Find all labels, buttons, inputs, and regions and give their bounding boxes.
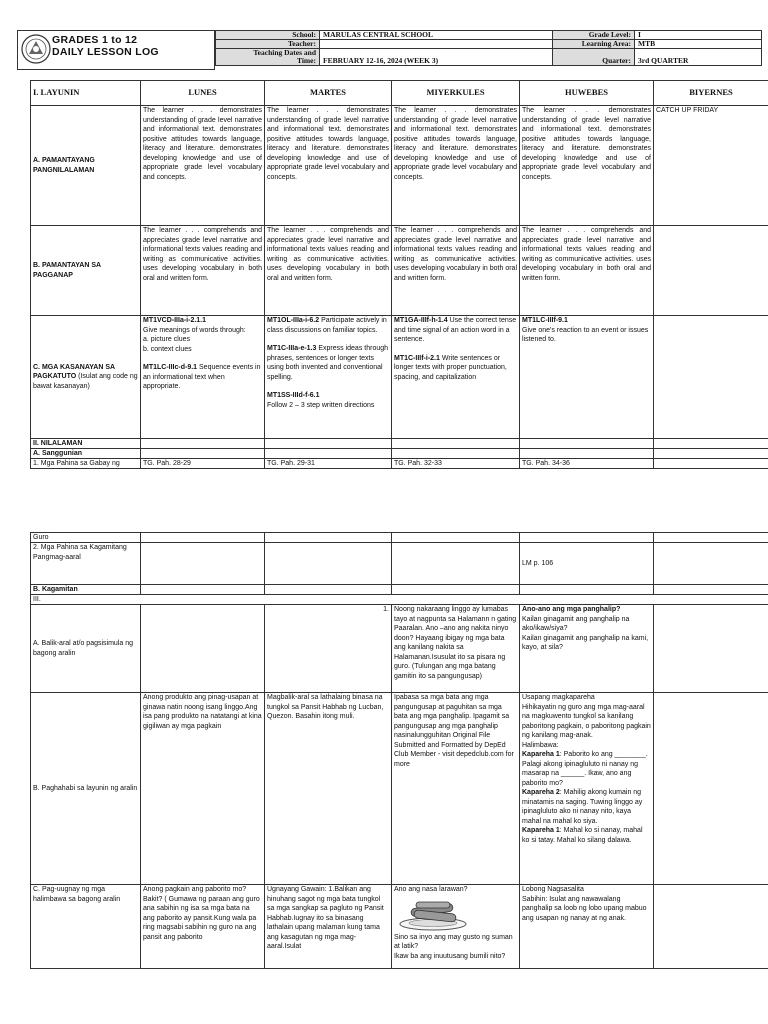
kasanayan-text: Use the correct tense and time signal of an action word in a sentence. xyxy=(394,317,517,343)
kasanayan-text: Give one's reaction to an event or issues listened to. xyxy=(522,326,649,343)
paghahabi-miyerkules: Ipabasa sa mga bata ang mga pangungusap at paguhitan sa mga bata ang mga panghalip. Ipagamit sa pangungusap ang mga panghalip nasinalungguhitan Original File Submitted and Formatted by DepEd Club Member - visit depedclub.com for more xyxy=(392,693,520,885)
kasanayan-text: Write sentences or longer texts with proper punctuation, spacing, and capitalization xyxy=(394,354,507,381)
pahina-martes: TG. Pah. 29-31 xyxy=(265,459,392,469)
teacher-label: Teacher: xyxy=(216,40,320,49)
kapareha-text: : Mahal ko si nanay, mahal ko si tatay. Mahal ko silang dalawa. xyxy=(522,827,643,844)
empty-cell xyxy=(654,605,768,693)
col-layunin: I. LAYUNIN xyxy=(31,81,141,106)
row-label-kasanayan xyxy=(31,316,141,439)
empty-cell xyxy=(265,439,392,449)
pamantayang-huwebes: The learner . . . demonstrates understanding of grade level narrative and informational text. demonstrates positive attitudes towards language, literacy and literature. demonstrates developing knowledge and use of appropriate grade level vocabulary and concepts. xyxy=(520,106,654,226)
empty-cell xyxy=(392,533,520,543)
suman-image xyxy=(398,897,468,931)
dates-label-1: Teaching Dates and xyxy=(216,49,320,58)
kasanayan-lunes xyxy=(141,316,265,439)
col-lunes: LUNES xyxy=(141,81,265,106)
balik-aral-huwebes xyxy=(520,605,654,693)
empty-cell xyxy=(141,533,265,543)
dates-label-2: Time: xyxy=(216,57,320,66)
empty-cell xyxy=(265,543,392,585)
kasanayan-text: Sequence events in an informational text when appropriate. xyxy=(143,364,261,390)
empty-cell xyxy=(654,533,768,543)
empty-cell xyxy=(520,439,654,449)
kasanayan-text: Participate actively in class discussions on familiar topics. xyxy=(267,317,387,334)
pag-uugnay-question: Ikaw ba ang inuutusang bumili nito? xyxy=(394,952,506,960)
empty-cell xyxy=(654,459,768,469)
kasanayan-martes xyxy=(265,316,392,439)
kasanayan-huwebes xyxy=(520,316,654,439)
kasanayan-item: b. context clues xyxy=(143,345,192,353)
school-value: MARULAS CENTRAL SCHOOL xyxy=(320,31,553,40)
quarter-label: Quarter: xyxy=(553,49,635,66)
empty-cell xyxy=(265,585,392,595)
pagganap-miyerkules: The learner . . . comprehends and appreciates grade level narrative and informational texts values reading and writing as communicative activities. uses developing vocabulary in both oral and written form. xyxy=(392,226,520,316)
code: MT1OL-IIIa-i-6.2 xyxy=(267,317,320,324)
pahina-lunes: TG. Pah. 28-29 xyxy=(141,459,265,469)
deped-seal-icon xyxy=(21,34,51,64)
kasanayan-biyernes xyxy=(654,316,768,439)
kasanayan-item: a. picture clues xyxy=(143,336,191,343)
guro-label: Guro xyxy=(31,533,141,543)
kasanayan-label: C. MGA KASANAYAN SA PAGKATUTO xyxy=(33,363,115,381)
paghahabi-line: Halimbawa: xyxy=(522,741,559,749)
kapareha-label: Kapareha 1 xyxy=(522,751,560,758)
code: MT1GA-IIIf-h-1.4 xyxy=(394,317,448,324)
empty-cell xyxy=(654,543,768,585)
paghahabi-line: Palagi akong ipinagluluto ni nanay ng masarap na ______. Ikaw, ano ang paborito mo? xyxy=(522,760,638,787)
code: MT1VCD-IIIa-i-2.1.1 xyxy=(143,317,207,324)
balik-aral-miyerkules: Noong nakaraang linggo ay lumabas tayo at nagpunta sa Halamann n gating Paaralan. Ano –ano ang nakita ninyo doon? Hayaang ibigay ng mga bata ang kanilang nakita sa Halamanan.Isusulat ito sa pisara ng guro. (Tulungan ang mga batang gamitin ito sa pangungusap) xyxy=(392,605,520,693)
empty-cell xyxy=(520,585,654,595)
col-huwebes: HUWEBES xyxy=(520,81,654,106)
code: MT1LC-IIIf-9.1 xyxy=(522,317,568,324)
quarter-value: 3rd QUARTER xyxy=(635,49,762,66)
pagganap-martes: The learner . . . comprehends and appreciates grade level narrative and informational texts values reading and writing as communicative activities. uses developing vocabulary in both oral and written form. xyxy=(265,226,392,316)
empty-cell xyxy=(141,449,265,459)
title-line-2: DAILY LESSON LOG xyxy=(52,46,159,58)
empty-cell xyxy=(654,885,768,969)
col-biyernes: BIYERNES xyxy=(654,81,768,106)
title-line-1: GRADES 1 to 12 xyxy=(52,34,138,46)
kagamitang-huwebes: LM p. 106 xyxy=(520,543,654,585)
sanggunian-label: A. Sanggunian xyxy=(31,449,141,459)
area-label: Learning Area: xyxy=(553,40,635,49)
empty-cell xyxy=(520,533,654,543)
empty-cell xyxy=(392,449,520,459)
pag-uugnay-miyerkules xyxy=(392,885,520,969)
kapareha-label: Kapareha 2 xyxy=(522,789,560,796)
pag-uugnay-line: Lobong Nagsasalita xyxy=(522,886,584,893)
pamantayang-lunes: The learner . . . demonstrates understanding of grade level narrative and informational text. demonstrates positive attitudes towards language, literacy and literature. demonstrates developing knowledge and use of appropriate grade level vocabulary and concepts. xyxy=(141,106,265,226)
empty-cell xyxy=(392,543,520,585)
kasanayan-note: (Isulat ang code ng bawat kasanayan) xyxy=(33,373,138,390)
balik-aral-item: Kailan ginagamit ang panghalip na kami, kayo, at sila? xyxy=(522,634,649,651)
code: MT1LC-IIIc-d-9.1 xyxy=(143,364,198,371)
dates-value: FEBRUARY 12-16, 2024 (WEEK 3) xyxy=(320,49,553,66)
lesson-table xyxy=(30,80,768,469)
balik-aral-question: Ano-ano ang mga panghalip? xyxy=(522,606,621,613)
iii-label: III. xyxy=(31,595,768,605)
kasanayan-text: Give meanings of words through: xyxy=(143,326,246,334)
nilalaman-label: II. NILALAMAN xyxy=(31,439,141,449)
pagganap-biyernes xyxy=(654,226,768,316)
empty-cell xyxy=(141,543,265,585)
empty-cell xyxy=(654,585,768,595)
pag-uugnay-line: Sabihin: Isulat ang nawawalang panghalip sa loob ng lobo upang mabuo ang usapan ng nanay at ng anak. xyxy=(522,895,647,922)
empty-cell xyxy=(265,533,392,543)
pahina-label: 1. Mga Pahina sa Gabay ng xyxy=(31,459,141,469)
pag-uugnay-label: C. Pag-uugnay ng mga halimbawa sa bagong aralin xyxy=(31,885,141,969)
info-table xyxy=(215,30,762,66)
empty-cell xyxy=(141,439,265,449)
school-label: School: xyxy=(216,31,320,40)
code: MT1SS-IIId-f-6.1 xyxy=(267,392,320,399)
pamantayang-miyerkules: The learner . . . demonstrates understanding of grade level narrative and informational text. demonstrates positive attitudes towards language, literacy and literature. demonstrates developing knowledge and use of appropriate grade level vocabulary and concepts. xyxy=(392,106,520,226)
pag-uugnay-question: Sino sa inyo ang may gusto ng suman at latik? xyxy=(394,933,513,950)
kasanayan-text: Follow 2 – 3 step written directions xyxy=(267,401,375,409)
empty-cell xyxy=(141,605,265,693)
pahina-miyerkules: TG. Pah. 32-33 xyxy=(392,459,520,469)
grade-value: I xyxy=(635,31,762,40)
balik-aral-item: Kailan ginagamit ang panghalip na ako/ikaw/siya? xyxy=(522,615,630,632)
code: MT1C-IIIf-i-2.1 xyxy=(394,354,440,362)
kapareha-text: : Paborito ko ang ________. xyxy=(559,751,648,758)
pag-uugnay-lunes: Anong pagkain ang paborito mo? Bakit? ( Gumawa ng paraan ang guro ana sabihin ng isa sa mga bata na ang paborito ay pansit.Kung wala pa ring magsabi sabihin ng guro na ang pansit ang paborito xyxy=(141,885,265,969)
empty-cell xyxy=(654,449,768,459)
code: MT1C-IIIa-e-1.3 xyxy=(267,345,317,352)
balik-aral-label: A. Balik-aral at/o pagsisimula ng bagong aralin xyxy=(31,605,141,693)
pagganap-lunes: The learner . . . comprehends and appreciates grade level narrative and informational texts values reading and writing as communicative activities. uses developing vocabulary in both oral and written form. xyxy=(141,226,265,316)
kagamitang-label: 2. Mga Pahina sa Kagamitang Pangmag-aaral xyxy=(31,543,141,585)
pag-uugnay-huwebes xyxy=(520,885,654,969)
kapareha-text: : Mahilig akong kumain ng minatamis na saging. Tuwing linggo ay ipinagluluto ako ni nanay nito, kaya mahal na mahal ko siya. xyxy=(522,789,643,825)
row-label-pagganap: B. PAMANTAYAN SA PAGGANAP xyxy=(31,226,141,316)
empty-cell xyxy=(654,693,768,885)
title-box xyxy=(17,30,215,70)
paghahabi-huwebes xyxy=(520,693,654,885)
empty-cell xyxy=(392,585,520,595)
lesson-table-continued xyxy=(30,532,768,969)
pag-uugnay-question: Ano ang nasa larawan? xyxy=(394,886,468,893)
paghahabi-line: Hihikayatin ng guro ang mga mag-aaral na magkuwento tungkol sa kanilang paboritong pagkain, o paboritong pagkain ng kanilang mag-anak. xyxy=(522,703,651,739)
kasanayan-text: Express ideas through phrases, sentences or longer texts using both invented and conventional spelling. xyxy=(267,345,389,381)
pag-uugnay-martes: Ugnayang Gawain: 1.Balikan ang hinuhang sagot ng mga bata tungkol sa mga sangkap sa pagluto ng Pansit Habhab.Iugnay ito sa binasang lathalain upang malaman kung tama ang kasagutan ng mga mag-aaral.Isulat xyxy=(265,885,392,969)
balik-aral-number: 1. xyxy=(265,605,392,693)
empty-cell xyxy=(265,449,392,459)
row-label-pamantayang: A. PAMANTAYANG PANGNILALAMAN xyxy=(31,106,141,226)
area-value: MTB xyxy=(635,40,762,49)
empty-cell xyxy=(141,585,265,595)
empty-cell xyxy=(520,449,654,459)
kagamitan-label: B. Kagamitan xyxy=(31,585,141,595)
grade-label: Grade Level: xyxy=(553,31,635,40)
paghahabi-line: Usapang magkapareha xyxy=(522,694,595,701)
empty-cell xyxy=(654,439,768,449)
col-miyerkules: MIYERKULES xyxy=(392,81,520,106)
pamantayang-martes: The learner . . . demonstrates understanding of grade level narrative and informational text. demonstrates positive attitudes towards language, literacy and literature. demonstrates developing knowledge and use of appropriate grade level vocabulary and concepts. xyxy=(265,106,392,226)
kapareha-label: Kapareha 1 xyxy=(522,827,560,834)
paghahabi-label: B. Paghahabi sa layunin ng aralin xyxy=(31,693,141,885)
catch-up-friday: CATCH UP FRIDAY xyxy=(654,106,768,226)
kasanayan-miyerkules xyxy=(392,316,520,439)
paghahabi-martes: Magbalik-aral sa lathalaing binasa na tungkol sa Pansit Habhab ng Lucban, Quezon. Basahin itong muli. xyxy=(265,693,392,885)
pagganap-huwebes: The learner . . . comprehends and appreciates grade level narrative and informational texts values reading and writing as communicative activities. uses developing vocabulary in both oral and written form. xyxy=(520,226,654,316)
empty-cell xyxy=(392,439,520,449)
paghahabi-lunes: Anong produkto ang pinag-usapan at ginawa natin noong isang linggo.Ang isa pang produkto na natatangi at kina gigiliwan ay mga pagkain xyxy=(141,693,265,885)
teacher-value xyxy=(320,40,553,49)
pahina-huwebes: TG. Pah. 34-36 xyxy=(520,459,654,469)
doc-title xyxy=(52,34,159,58)
col-martes: MARTES xyxy=(265,81,392,106)
